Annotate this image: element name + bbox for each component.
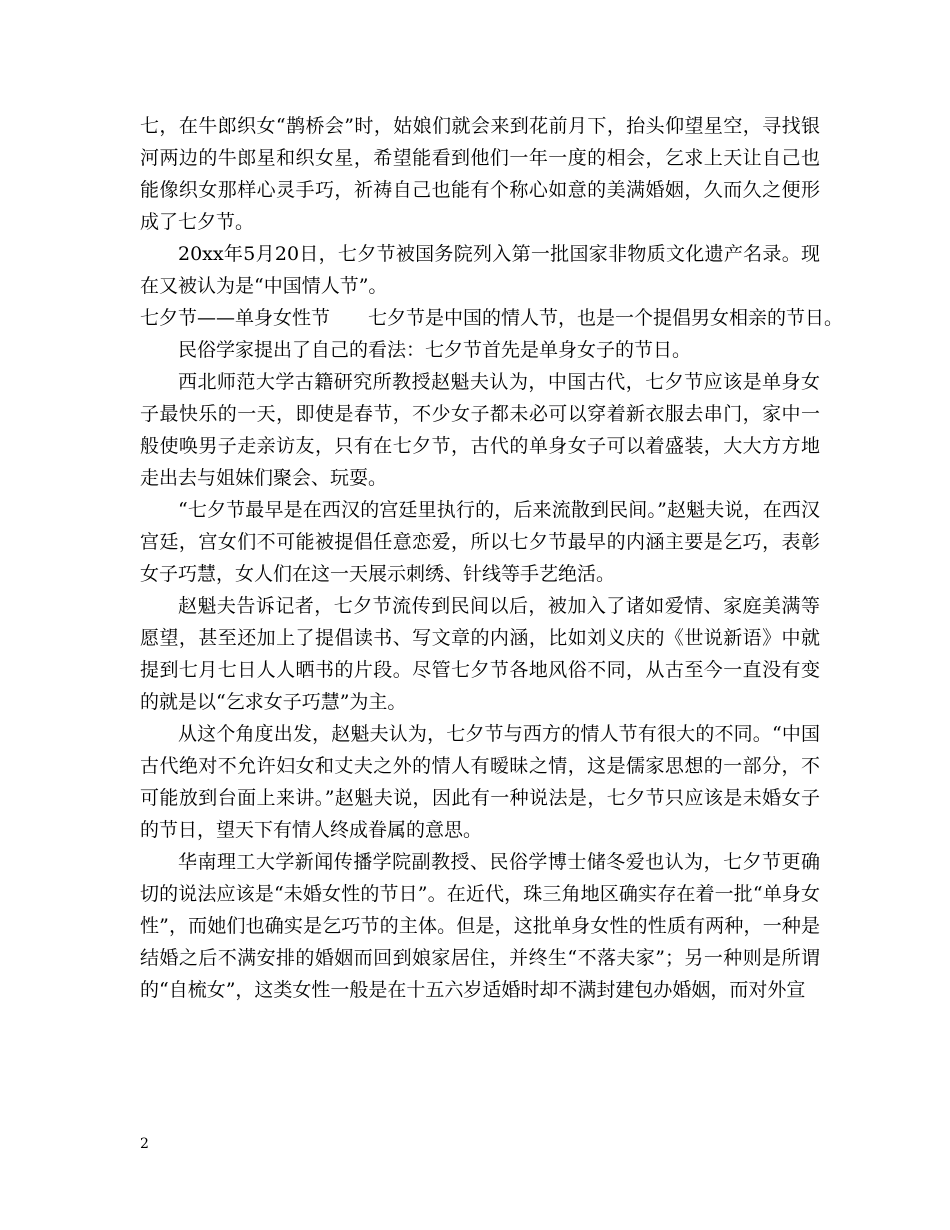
paragraph-single-women: 华南理工大学新闻传播学院副教授、民俗学博士储冬爱也认为，七夕节更确切的说法应该是“未婚女性的节日”。在近代，珠三角地区确实存在着一批“单身女性”，而她们也确实是乞巧节的主体。但是，这批单身女性的性质有两种，一种是结婚之后不满安排的婚姻而回到娘家居住，并终生“不落夫家”；另一种则是所谓的“自梳女”，这类女性一般是在十五六岁适婚时却不满封建包办婚姻，而对外宣 — [140, 851, 820, 1001]
section-title: 七夕节——单身女性节 — [140, 307, 331, 329]
page-number: 2 — [140, 1136, 149, 1152]
paragraph-qixi-origin: 七，在牛郎织女“鹊桥会”时，姑娘们就会来到花前月下，抬头仰望星空，寻找银河两边的牛郎星和织女星，希望能看到他们一年一度的相会，乞求上天让自己也能像织女那样心灵手巧，祈祷自己也能有个称心如意的美满婚姻，久而久之便形成了七夕节。 — [140, 115, 820, 233]
paragraph-zhao-kuifu-view: 西北师范大学古籍研究所教授赵魁夫认为，中国古代，七夕节应该是单身女子最快乐的一天，即使是春节，不少女子都未必可以穿着新衣服去串门，家中一般使唤男子走亲访友，只有在七夕节，古代的单身女子可以着盛装，大大方方地走出去与姐妹们聚会、玩耍。 — [140, 371, 820, 489]
document-body — [140, 110, 844, 1006]
paragraph-folklorist-view: 民俗学家提出了自己的看法：七夕节首先是单身女子的节日。 — [178, 339, 692, 361]
section-line — [140, 302, 844, 334]
section-text: 七夕节是中国的情人节，也是一个提倡男女相亲的节日。 — [368, 307, 844, 329]
paragraph-western-comparison: 从这个角度出发，赵魁夫认为，七夕节与西方的情人节有很大的不同。“中国古代绝对不允许妇女和丈夫之外的情人有暧昧之情，这是儒家思想的一部分，不可能放到台面上来讲。”赵魁夫说，因此有一种说法是，七夕节只应该是未婚女子的节日，望天下有情人终成眷属的意思。 — [140, 723, 820, 841]
paragraph-western-han-origin: “七夕节最早是在西汉的宫廷里执行的，后来流散到民间。”赵魁夫说，在西汉宫廷，宫女们不可能被提倡任意恋爱，所以七夕节最早的内涵主要是乞巧，表彰女子巧慧，女人们在这一天展示刺绣、针线等手艺绝活。 — [140, 499, 820, 585]
paragraph-heritage-list: 20xx年5月20日，七夕节被国务院列入第一批国家非物质文化遗产名录。现在又被认为是“中国情人节”。 — [140, 243, 820, 297]
paragraph-folk-spread: 赵魁夫告诉记者，七夕节流传到民间以后，被加入了诸如爱情、家庭美满等愿望，甚至还加上了提倡读书、写文章的内涵，比如刘义庆的《世说新语》中就提到七月七日人人晒书的片段。尽管七夕节各地风俗不同，从古至今一直没有变的就是以“乞求女子巧慧”为主。 — [140, 595, 820, 713]
